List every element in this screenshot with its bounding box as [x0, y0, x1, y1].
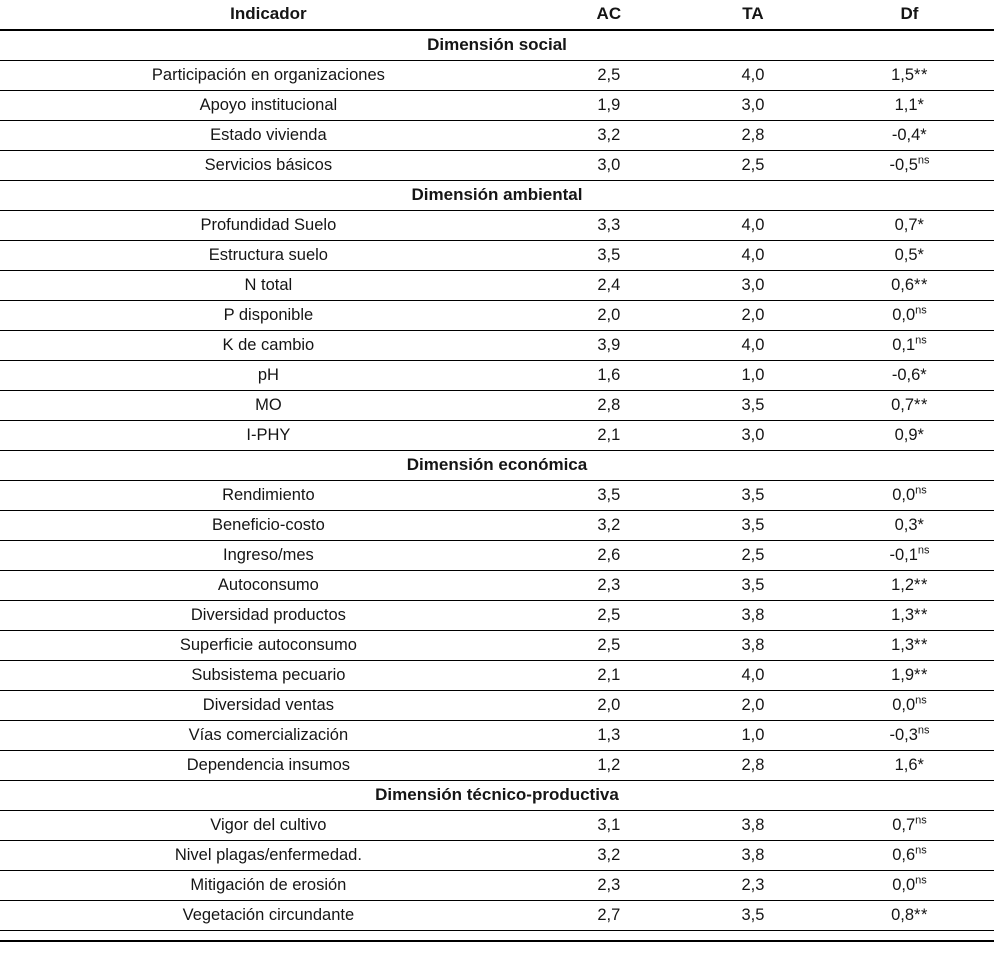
table-row	[0, 571, 994, 601]
indicator-cell: Subsistema pecuario	[191, 665, 346, 684]
table-row	[0, 901, 994, 931]
df-cell: $0,0^{ns}$	[892, 874, 927, 894]
significance-asterisk: *	[917, 425, 925, 444]
ta-cell: 3,5	[741, 395, 765, 414]
ta-cell: 3,0	[741, 95, 765, 114]
indicator-cell: P disponible	[223, 305, 314, 324]
table-row	[0, 211, 994, 241]
ta-cell: 3,0	[741, 275, 765, 294]
table-row	[0, 541, 994, 571]
table-row	[0, 481, 994, 511]
indicator-cell: N total	[244, 275, 293, 294]
indicator-cell: Servicios básicos	[204, 155, 333, 174]
ac-cell: 2,5	[597, 65, 621, 84]
section-header-row	[0, 181, 994, 211]
table-row	[0, 121, 994, 151]
ta-cell: 3,8	[741, 605, 765, 624]
ac-cell: 2,3	[597, 575, 621, 594]
table-row	[0, 421, 994, 451]
header-ta: TA	[742, 4, 764, 23]
ac-cell: 3,9	[597, 335, 621, 354]
ac-cell: 1,2	[597, 755, 621, 774]
df-cell: -0,4*	[891, 125, 928, 144]
indicator-cell: K de cambio	[222, 335, 315, 354]
df-cell: $0,7^{ns}$	[892, 814, 927, 834]
ac-cell: 1,9	[597, 95, 621, 114]
ac-cell: 2,6	[597, 545, 621, 564]
indicator-cell: Rendimiento	[222, 485, 315, 504]
table-row	[0, 601, 994, 631]
df-cell: 1,2**	[891, 575, 928, 594]
indicator-cell: Ingreso/mes	[222, 545, 314, 564]
df-cell: 0,8**	[891, 905, 928, 924]
df-cell: 1,3**	[891, 635, 928, 654]
indicator-cell: Participación en organizaciones	[151, 65, 385, 84]
ta-cell: 3,8	[741, 815, 765, 834]
df-cell: 0,5*	[894, 245, 925, 264]
ta-cell: 3,5	[741, 905, 765, 924]
table-row	[0, 841, 994, 871]
ta-cell: 3,5	[741, 575, 765, 594]
ta-cell: 3,8	[741, 845, 765, 864]
indicator-cell: Beneficio-costo	[211, 515, 325, 534]
ac-cell: 2,5	[597, 605, 621, 624]
ac-cell: 2,4	[597, 275, 621, 294]
table-row	[0, 751, 994, 781]
ta-cell: 1,0	[741, 365, 765, 384]
significance-ns: ns	[915, 874, 927, 886]
ac-cell: 1,6	[597, 365, 621, 384]
table-row	[0, 361, 994, 391]
indicator-cell: Dependencia insumos	[186, 755, 351, 774]
df-cell: $-0,3^{ns}$	[889, 724, 930, 744]
indicator-cell: Diversidad ventas	[202, 695, 334, 714]
ac-cell: 3,2	[597, 845, 621, 864]
ta-cell: 2,3	[741, 875, 765, 894]
ta-cell: 2,0	[741, 305, 765, 324]
significance-ns: ns	[917, 724, 930, 736]
section-header-row	[0, 30, 994, 61]
significance-asterisk: *	[920, 125, 928, 144]
significance-asterisk: *	[917, 245, 925, 264]
section-header-row	[0, 781, 994, 811]
ta-cell: 4,0	[741, 245, 765, 264]
indicator-cell: Estado vivienda	[210, 125, 327, 144]
ta-cell: 3,0	[741, 425, 765, 444]
significance-asterisk: *	[917, 515, 925, 534]
table-body	[0, 30, 994, 931]
table-row	[0, 661, 994, 691]
table-row	[0, 811, 994, 841]
indicator-cell: Diversidad productos	[190, 605, 346, 624]
significance-asterisk: **	[914, 575, 928, 594]
ac-cell: 1,3	[597, 725, 621, 744]
ta-cell: 2,5	[741, 155, 765, 174]
table-row	[0, 271, 994, 301]
table-row	[0, 151, 994, 181]
df-cell: 0,7**	[891, 395, 928, 414]
table-row	[0, 511, 994, 541]
significance-ns: ns	[915, 694, 927, 706]
table-header	[0, 0, 994, 30]
ac-cell: 3,5	[597, 245, 621, 264]
significance-asterisk: **	[914, 395, 928, 414]
ac-cell: 3,2	[597, 125, 621, 144]
significance-asterisk: *	[920, 365, 928, 384]
header-ac: AC	[596, 4, 622, 23]
ta-cell: 2,0	[741, 695, 765, 714]
indicator-cell: Estructura suelo	[208, 245, 328, 264]
indicator-cell: Nivel plagas/enfermedad.	[174, 845, 362, 864]
df-cell: $0,0^{ns}$	[892, 304, 927, 324]
section-title: Dimensión social	[427, 35, 567, 54]
section-title: Dimensión ambiental	[411, 185, 583, 204]
significance-asterisk: **	[914, 605, 928, 624]
ac-cell: 2,7	[597, 905, 621, 924]
significance-ns: ns	[915, 844, 927, 856]
table-row	[0, 691, 994, 721]
ta-cell: 4,0	[741, 665, 765, 684]
ac-cell: 2,1	[597, 665, 621, 684]
df-cell: 1,9**	[891, 665, 928, 684]
indicator-cell: Vegetación circundante	[182, 905, 355, 924]
df-cell: 1,6*	[894, 755, 925, 774]
indicator-cell: Vías comercialización	[188, 725, 349, 744]
df-cell: $0,6^{ns}$	[892, 844, 927, 864]
df-cell: 0,6**	[891, 275, 928, 294]
ta-cell: 3,5	[741, 515, 765, 534]
df-cell: $-0,1^{ns}$	[889, 544, 930, 564]
ac-cell: 2,3	[597, 875, 621, 894]
indicator-cell: I-PHY	[246, 425, 291, 444]
ac-cell: 3,1	[597, 815, 621, 834]
df-cell: $0,0^{ns}$	[892, 484, 927, 504]
df-cell: $0,1^{ns}$	[892, 334, 927, 354]
ac-cell: 2,8	[597, 395, 621, 414]
ac-cell: 2,0	[597, 695, 621, 714]
indicator-cell: Autoconsumo	[217, 575, 319, 594]
significance-asterisk: *	[917, 755, 925, 774]
significance-ns: ns	[915, 304, 927, 316]
header-row	[0, 0, 994, 30]
ta-cell: 3,5	[741, 485, 765, 504]
ta-cell: 2,5	[741, 545, 765, 564]
significance-asterisk: *	[917, 215, 925, 234]
ta-cell: 2,8	[741, 125, 765, 144]
significance-asterisk: **	[914, 635, 928, 654]
df-cell: 1,3**	[891, 605, 928, 624]
ac-cell: 2,5	[597, 635, 621, 654]
table-row	[0, 301, 994, 331]
section-header-row	[0, 451, 994, 481]
ac-cell: 3,3	[597, 215, 621, 234]
indicator-cell: Profundidad Suelo	[200, 215, 337, 234]
df-cell: 0,9*	[894, 425, 925, 444]
ac-cell: 3,5	[597, 485, 621, 504]
indicator-cell: Mitigación de erosión	[190, 875, 347, 894]
ta-cell: 2,8	[741, 755, 765, 774]
section-title: Dimensión económica	[406, 455, 588, 474]
ta-cell: 4,0	[741, 65, 765, 84]
table-row	[0, 241, 994, 271]
df-cell: $-0,5^{ns}$	[889, 154, 930, 174]
df-cell: 0,3*	[894, 515, 925, 534]
table-row	[0, 331, 994, 361]
df-cell: 1,5**	[891, 65, 928, 84]
significance-ns: ns	[915, 334, 927, 346]
significance-asterisk: **	[914, 905, 928, 924]
indicator-cell: Apoyo institucional	[199, 95, 338, 114]
ta-cell: 1,0	[741, 725, 765, 744]
significance-ns: ns	[915, 814, 927, 826]
df-cell: 0,7*	[894, 215, 925, 234]
significance-asterisk: *	[917, 95, 925, 114]
table-row	[0, 61, 994, 91]
ta-cell: 4,0	[741, 215, 765, 234]
df-cell: $0,0^{ns}$	[892, 694, 927, 714]
ac-cell: 3,0	[597, 155, 621, 174]
df-cell: -0,6*	[891, 365, 928, 384]
indicator-cell: Vigor del cultivo	[210, 815, 327, 834]
table-row	[0, 391, 994, 421]
ta-cell: 4,0	[741, 335, 765, 354]
significance-asterisk: **	[914, 665, 928, 684]
significance-ns: ns	[917, 544, 930, 556]
indicator-cell: Superficie autoconsumo	[179, 635, 357, 654]
ac-cell: 3,2	[597, 515, 621, 534]
significance-asterisk: **	[914, 275, 928, 294]
section-title: Dimensión técnico-productiva	[375, 785, 619, 804]
table-row	[0, 91, 994, 121]
significance-ns: ns	[917, 154, 930, 166]
table-row	[0, 631, 994, 661]
significance-asterisk: **	[914, 65, 928, 84]
header-indicator: Indicador	[230, 4, 307, 23]
table-row	[0, 721, 994, 751]
ac-cell: 2,1	[597, 425, 621, 444]
significance-ns: ns	[915, 484, 927, 496]
indicator-cell: MO	[255, 395, 282, 414]
ac-cell: 2,0	[597, 305, 621, 324]
header-df: Df	[900, 4, 919, 23]
table-row	[0, 871, 994, 901]
df-cell: 1,1*	[894, 95, 925, 114]
indicator-cell: pH	[257, 365, 279, 384]
ta-cell: 3,8	[741, 635, 765, 654]
